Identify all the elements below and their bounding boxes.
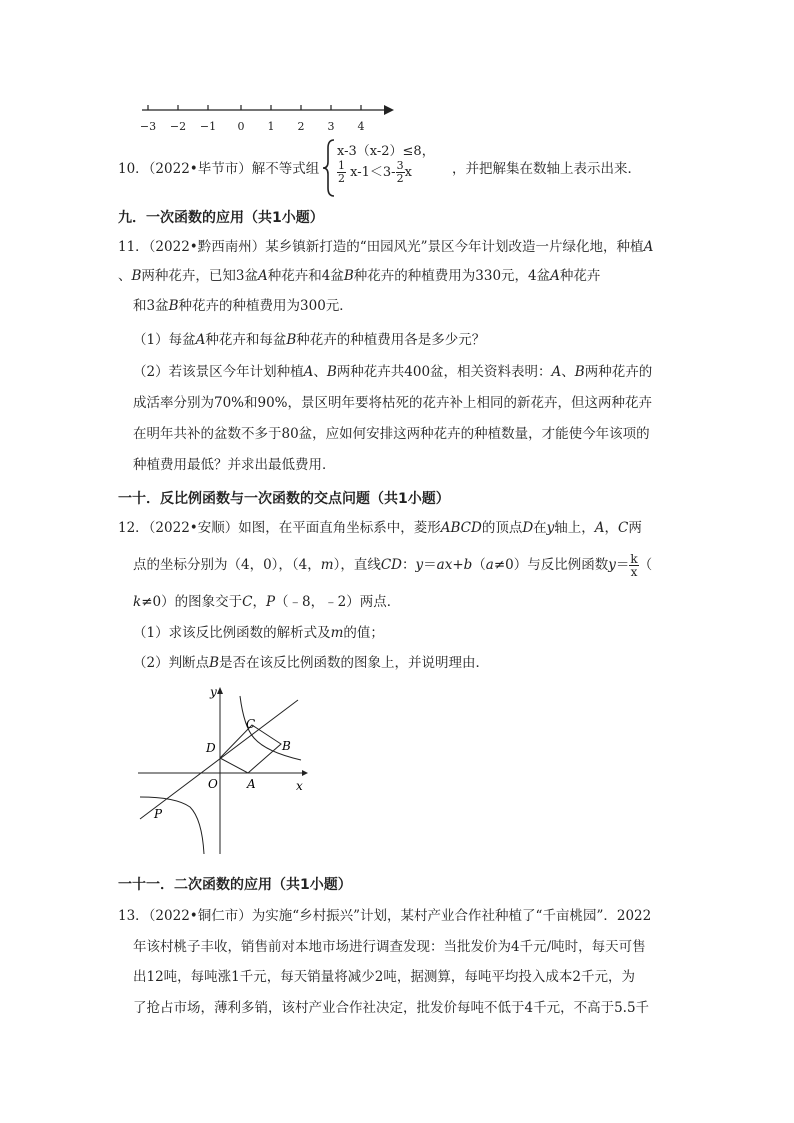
q11-part-2-line-2: 成活率分别为70%和90%，景区明年要将枯死的花卉补上相同的新花卉，但这两种花卉 [133, 395, 653, 411]
tick-label: 2 [297, 120, 305, 133]
tick-label: −2 [169, 120, 187, 133]
q12-part-1: （1）求该反比例函数的解析式及m的值； [133, 625, 384, 641]
q12-line-1: 12．（2022•安顺）如图，在平面直角坐标系中，菱形ABCD的顶点D在y轴上，A，C两 [118, 520, 642, 536]
hyperbola-branch-3 [140, 797, 204, 854]
tick-label: 0 [237, 120, 245, 133]
section-title-10: 一十．反比例函数与一次函数的交点问题（共1小题） [118, 491, 450, 507]
label-a: A [247, 777, 256, 791]
section-title-9: 九．一次函数的应用（共1小题） [118, 210, 324, 226]
rhombus-abcd [220, 725, 281, 773]
q11-part-2-line-4: 种植费用最低？并求出最低费用． [133, 457, 336, 473]
q10-suffix: ，并把解集在数轴上表示出来． [452, 161, 641, 177]
tick-label: 3 [327, 120, 335, 133]
fraction-half: $\frac{1}{2}$ [338, 159, 345, 185]
coordinate-figure [136, 682, 316, 857]
tick-label: 4 [357, 120, 365, 133]
q12-line-3: k≠0）的图象交于C，P（﹣8，﹣2）两点． [133, 594, 401, 610]
q10-prefix: 10．（2022•毕节市）解不等式组 [118, 161, 320, 177]
q11-line-1: 11．（2022•黔西南州）某乡镇新打造的“田园风光”景区今年计划改造一片绿化地，种植A [118, 239, 654, 255]
line-cd [140, 700, 298, 819]
q11-part-1: （1）每盆A种花卉和每盆B种花卉的种植费用各是多少元？ [133, 332, 486, 348]
section-title-11: 一十一．二次函数的应用（共1小题） [118, 877, 352, 893]
q13-line-4: 了抢占市场，薄利多销，该村产业合作社决定，批发价每吨不低于4千元，不高于5.5千 [133, 1000, 650, 1016]
tick-label: 1 [267, 120, 275, 133]
tick-label: −1 [199, 120, 217, 133]
q11-part-2-line-3: 在明年共补的盆数不多于80盆，应如何安排这两种花卉的种植数量，才能使今年该项的 [133, 426, 650, 442]
fraction-k-over-x: $\frac{k}{x}$ [630, 552, 638, 579]
q13-line-2: 年该村桃子丰收，销售前对本地市场进行调查发现：当批发价为4千元/吨时，每天可售 [133, 939, 646, 955]
q11-part-2-line-1: （2）若该景区今年计划种植A、B两种花卉共400盆，相关资料表明：A、B两种花卉的 [133, 364, 653, 380]
y-axis-arrow [217, 687, 223, 694]
label-d: D [206, 741, 216, 755]
q13-line-3: 出12吨，每吨涨1千元，每天销量将减少2吨，据测算，每吨平均投入成本2千元，为 [133, 969, 635, 985]
label-o: O [208, 777, 218, 791]
number-line [138, 98, 398, 136]
system-line-2: $\frac{1}{2}$ x-1＜3- $\frac{3}{2}$ x [338, 159, 412, 185]
tick-label: −3 [139, 120, 157, 133]
q13-line-1: 13．（2022•铜仁市）为实施“乡村振兴”计划，某村产业合作社种植了“千亩桃园”．2022 [118, 908, 652, 924]
q12-part-2: （2）判断点B是否在该反比例函数的图象上，并说明理由． [133, 655, 490, 671]
system-brace [322, 138, 336, 198]
label-x: x [296, 779, 303, 793]
q11-line-3: 和3盆B种花卉的种植费用为300元． [133, 298, 353, 314]
q11-line-2: 、B两种花卉，已知3盆A种花卉和4盆B种花卉的种植费用为330元，4盆A种花卉 [118, 268, 601, 284]
x-axis-arrow [302, 770, 308, 776]
fraction-three-halves: $\frac{3}{2}$ [396, 159, 404, 185]
label-c: C [246, 717, 256, 731]
label-b: B [282, 739, 291, 753]
label-y: y [210, 685, 217, 699]
label-p: P [154, 807, 163, 821]
q12-line-2: 点的坐标分别为（4，0），（4，m），直线CD：y＝ax+b（a≠0）与反比例函数y＝ $\frac{k}{x}$ （ [133, 552, 653, 579]
system-line-1: x-3（x-2）≤8， [337, 144, 435, 159]
